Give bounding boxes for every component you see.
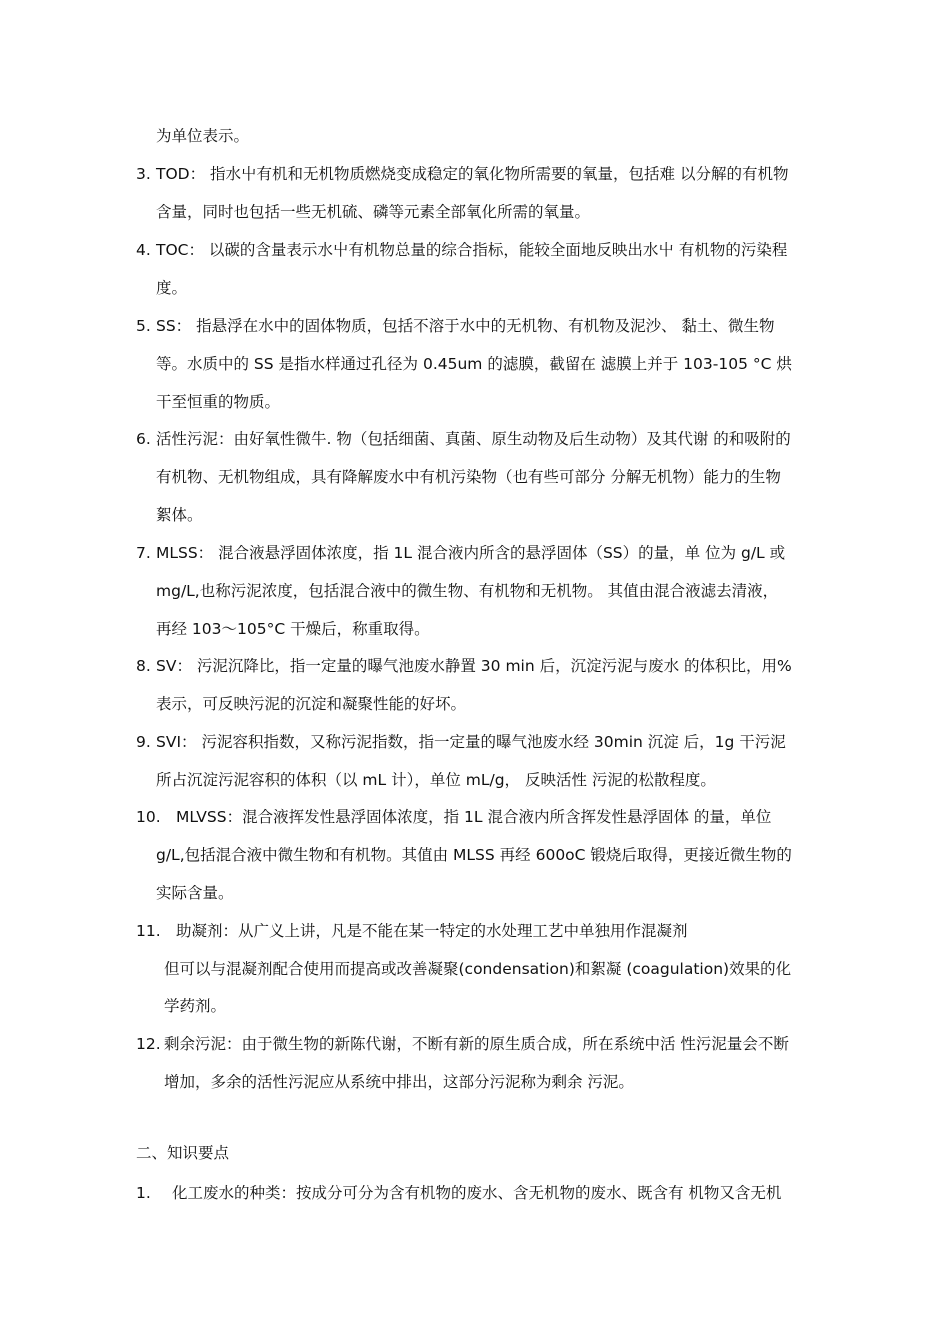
item-number: 11. <box>136 922 161 940</box>
item-line: g/L,包括混合液中微生物和有机物。其值由 MLSS 再经 600oC 锻烧后取得，更接近微生物的 <box>156 846 792 864</box>
item-line: 含量，同时也包括一些无机硫、磷等元素全部氧化所需的氧量。 <box>156 203 591 221</box>
item-line: SV： 污泥沉降比，指一定量的曝气池废水静置 30 min 后，沉淀污泥与废水 的体积比，用% <box>156 657 792 675</box>
item-line: 再经 103〜105°C 干燥后，称重取得。 <box>156 620 430 638</box>
item-number: 5. <box>136 317 151 335</box>
item-number: 7. <box>136 544 151 562</box>
item-line: 絮体。 <box>156 506 203 524</box>
item-line: mg/L,也称污泥浓度，包括混合液中的微生物、有机物和无机物。 其值由混合液滤去清液， <box>156 582 779 600</box>
item-line: 活性污泥：由好氧性微牛. 物（包括细菌、真菌、原生动物及后生动物）及其代谢 的和吸附的 <box>156 430 791 448</box>
item-line: TOD： 指水屮有机和无机物质燃烧变成稳定的氧化物所需要的氧量，包括难 以分解的有机物 <box>156 165 789 183</box>
item-number: 1. <box>136 1184 151 1202</box>
item-line: 等。水质中的 SS 是指水样通过孔径为 0.45um 的滤膜，截留在 滤膜上并于 103-105 °C 烘 <box>156 355 792 373</box>
item-line: 干至恒重的物质。 <box>156 393 281 411</box>
item-number: 9. <box>136 733 151 751</box>
item-line: 助凝剂：从广义上讲，凡是不能在某一特定的水处理工艺中单独用作混凝剂 <box>176 922 688 940</box>
item-line: 化工废水的种类：按成分可分为含有机物的废水、含无机物的废水、既含有 机物又含无机 <box>172 1184 782 1202</box>
item-line: 度。 <box>156 279 188 297</box>
item-line: 但可以与混凝剂配合使用而提高或改善凝聚(condensation)和絮凝 (coagulation)效果的化 <box>164 960 792 978</box>
item-number: 12. <box>136 1035 161 1053</box>
item-number: 8. <box>136 657 151 675</box>
item-number: 10. <box>136 808 161 826</box>
item-line: SS： 指悬浮在水中的固体物质，包括不溶于水中的无机物、有机物及泥沙、 黏土、微生物 <box>156 317 775 335</box>
item-line: 表示，可反映污泥的沉淀和凝聚性能的好坏。 <box>156 695 467 713</box>
item-line: 有机物、无机物组成，具有降解废水中有机污染物（也有些可部分 分解无机物）能力的生物 <box>156 468 781 486</box>
section-title: 二、知识要点 <box>136 1144 230 1162</box>
item-number: 6. <box>136 430 151 448</box>
item-line: MLSS： 混合液悬浮固体浓度，指 1L 混合液内所含的悬浮固体（SS）的量，单 位为 g/L 或 <box>156 544 786 562</box>
item-line: 剩余污泥：由于微生物的新陈代谢，不断有新的原生质合成，所在系统中活 性污泥量会不断 <box>164 1035 789 1053</box>
item-line: 所占沉淀污泥容积的体积（以 mL 计），单位 mL/g， 反映活性 污泥的松散程度。 <box>156 771 716 789</box>
continuation-text: 为单位表示。 <box>156 127 250 145</box>
item-line: 实际含量。 <box>156 884 234 902</box>
item-line: SVI： 污泥容积指数，又称污泥指数，指一定量的曝气池废水经 30min 沉淀 后，1g 干污泥 <box>156 733 786 751</box>
item-line: 增加，多余的活性污泥应从系统中排出，这部分污泥称为剩余 污泥。 <box>164 1073 634 1091</box>
item-line: MLVSS：混合液挥发性悬浮固体浓度，指 1L 混合液内所含挥发性悬浮固体 的量，单位 <box>176 808 772 826</box>
item-number: 4. <box>136 241 151 259</box>
item-number: 3. <box>136 165 151 183</box>
item-line: 学药剂。 <box>164 997 227 1015</box>
item-line: TOC： 以碳的含量表示水屮有机物总量的综合指标，能较全面地反映出水屮 有机物的污染程 <box>156 241 788 259</box>
